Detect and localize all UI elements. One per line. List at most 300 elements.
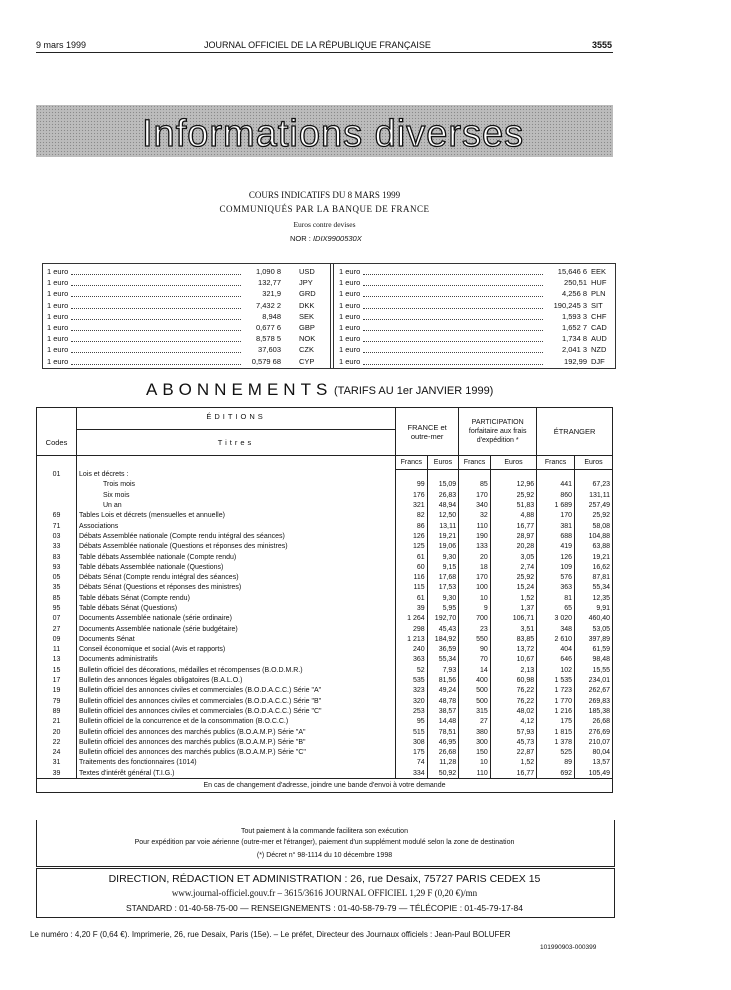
table-row — [37, 572, 613, 582]
row-price: 2,13 — [490, 665, 536, 675]
row-price: 116 — [396, 572, 428, 582]
euros-header: Euros — [575, 456, 613, 470]
row-price: 210,07 — [575, 737, 613, 747]
row-price: 321 — [396, 500, 428, 510]
row-price: 363 — [537, 583, 575, 593]
row-title: Débats Assemblée nationale (Questions et réponses des ministres) — [77, 542, 396, 552]
rate-value: 8,948 — [262, 311, 281, 321]
banner-title: Informations diverses — [142, 113, 525, 155]
row-price: 61,59 — [575, 645, 613, 655]
rate-value: 8,578 5 — [255, 334, 281, 344]
table-row — [37, 768, 613, 778]
row-price: 25,92 — [490, 490, 536, 500]
row-title: Documents Assemblée nationale (série budgétaire) — [77, 624, 396, 634]
table-row — [37, 727, 613, 737]
rate-currency: CZK — [299, 345, 314, 355]
rate-currency: SIT — [591, 300, 603, 310]
row-price: 170 — [537, 511, 575, 521]
row-title: Bulletin officiel des annonces des marchés publics (B.O.A.M.P.) Série "B" — [77, 737, 396, 747]
row-price: 26,68 — [427, 748, 459, 758]
row-price: 67,23 — [575, 480, 613, 490]
row-title: Débats Sénat (Questions et réponses des ministres) — [77, 583, 396, 593]
nor-code: IDIX9900530X — [312, 234, 362, 243]
row-price: 102 — [537, 665, 575, 675]
footer-reference: 101990903-000399 — [540, 944, 597, 951]
row-price: 48,02 — [490, 706, 536, 716]
row-price: 700 — [459, 614, 491, 624]
row-price: 89 — [537, 758, 575, 768]
rate-value: 1,652 7 — [561, 322, 587, 332]
participation-header: PARTICIPATION forfaitaire aux frais d'expédition * — [459, 408, 537, 456]
header-page-number: 3555 — [592, 40, 613, 50]
row-price: 12,96 — [490, 480, 536, 490]
row-price: 1 213 — [396, 634, 428, 644]
row-title: Conseil économique et social (Avis et rapports) — [77, 645, 396, 655]
intro-line-2: COMMUNIQUÉS PAR LA BANQUE DE FRANCE — [219, 204, 430, 214]
row-price: 25,92 — [575, 511, 613, 521]
row-price: 27 — [459, 717, 491, 727]
editions-header: ÉDITIONS — [77, 408, 396, 430]
table-row — [37, 603, 613, 613]
rate-value: 0,579 68 — [251, 356, 281, 366]
row-price — [427, 470, 459, 480]
row-price: 170 — [459, 572, 491, 582]
row-price: 104,88 — [575, 531, 613, 541]
row-price: 175 — [396, 748, 428, 758]
table-row — [37, 490, 613, 500]
row-price: 5,95 — [427, 603, 459, 613]
row-price: 53,05 — [575, 624, 613, 634]
row-price: 45,43 — [427, 624, 459, 634]
row-price: 550 — [459, 634, 491, 644]
row-title: Bulletin officiel des annonces civiles et commerciales (B.O.D.A.C.C.) Série "A" — [77, 686, 396, 696]
row-code: 11 — [37, 645, 77, 655]
row-price: 234,01 — [575, 675, 613, 685]
row-title: Table débats Sénat (Questions) — [77, 603, 396, 613]
row-price: 192,70 — [427, 614, 459, 624]
subscription-table — [36, 407, 613, 793]
table-row — [37, 562, 613, 572]
row-price: 300 — [459, 737, 491, 747]
row-price: 184,92 — [427, 634, 459, 644]
row-price: 2,74 — [490, 562, 536, 572]
row-title: Table débats Assemblée nationale (Compte rendu) — [77, 552, 396, 562]
row-title: Trois mois — [77, 480, 396, 490]
row-price: 109 — [537, 562, 575, 572]
row-price: 50,92 — [427, 768, 459, 778]
row-title: Bulletin officiel des annonces des marchés publics (B.O.A.M.P.) Série "C" — [77, 748, 396, 758]
row-price: 131,11 — [575, 490, 613, 500]
table-row — [37, 511, 613, 521]
rate-value: 1,090 8 — [255, 267, 281, 276]
rate-value: 1,593 3 — [561, 311, 587, 321]
direction-box — [36, 868, 615, 918]
table-row — [37, 758, 613, 768]
row-price: 1 535 — [537, 675, 575, 685]
row-title: Associations — [77, 521, 396, 531]
rate-currency: DKK — [299, 300, 315, 310]
row-price — [537, 470, 575, 480]
row-price: 515 — [396, 727, 428, 737]
row-price: 692 — [537, 768, 575, 778]
row-price: 535 — [396, 675, 428, 685]
row-price: 61 — [396, 552, 428, 562]
row-price: 20 — [459, 552, 491, 562]
titres-header: Titres — [77, 430, 396, 456]
row-code: 15 — [37, 665, 77, 675]
row-code: 17 — [37, 675, 77, 685]
row-price: 1,52 — [490, 593, 536, 603]
row-price: 348 — [537, 624, 575, 634]
row-price: 125 — [396, 542, 428, 552]
intro-line-3: Euros contre devises — [293, 220, 356, 229]
euros-header: Euros — [490, 456, 536, 470]
row-code: 39 — [37, 768, 77, 778]
table-row — [37, 737, 613, 747]
row-price: 76,22 — [490, 686, 536, 696]
row-price: 4,88 — [490, 511, 536, 521]
abonnements-subtitle: (TARIFS AU 1er JANVIER 1999) — [334, 385, 494, 397]
france-header: FRANCE et outre-mer — [396, 408, 459, 456]
row-title: Bulletin officiel des annonces civiles et commerciales (B.O.D.A.C.C.) Série "C" — [77, 706, 396, 716]
row-code: 27 — [37, 624, 77, 634]
rate-value: 321,9 — [262, 289, 281, 299]
row-price: 76,22 — [490, 696, 536, 706]
row-price: 22,87 — [490, 748, 536, 758]
row-price: 1 815 — [537, 727, 575, 737]
rate-currency: JPY — [299, 278, 313, 288]
row-price: 99 — [396, 480, 428, 490]
row-price: 100 — [459, 583, 491, 593]
francs-header: Francs — [396, 456, 428, 470]
section-banner — [36, 105, 613, 157]
rate-value: 192,99 — [564, 356, 587, 366]
row-price: 576 — [537, 572, 575, 582]
row-price: 48,78 — [427, 696, 459, 706]
row-price: 176 — [396, 490, 428, 500]
row-price: 25,92 — [490, 572, 536, 582]
row-price: 4,12 — [490, 717, 536, 727]
row-title: Un an — [77, 500, 396, 510]
row-title: Table débats Sénat (Compte rendu) — [77, 593, 396, 603]
table-row — [37, 480, 613, 490]
row-price: 106,71 — [490, 614, 536, 624]
row-price — [490, 470, 536, 480]
row-price: 170 — [459, 490, 491, 500]
row-price: 90 — [459, 645, 491, 655]
row-price: 86 — [396, 521, 428, 531]
etranger-header: ÉTRANGER — [537, 408, 613, 456]
row-price: 9,91 — [575, 603, 613, 613]
row-code — [37, 480, 77, 490]
row-price: 26,83 — [427, 490, 459, 500]
row-price: 13,57 — [575, 758, 613, 768]
rate-currency: SEK — [299, 311, 315, 321]
row-code: 79 — [37, 696, 77, 706]
row-price: 39 — [396, 603, 428, 613]
row-price: 17,53 — [427, 583, 459, 593]
row-price: 16,77 — [490, 521, 536, 531]
row-price: 60,98 — [490, 675, 536, 685]
row-price: 190 — [459, 531, 491, 541]
telecopie-fax: TÉLÉCOPIE : 01-45-79-17-84 — [409, 903, 524, 913]
header-date: 9 mars 1999 — [36, 40, 87, 50]
row-price: 126 — [537, 552, 575, 562]
direction-web: www.journal-officiel.gouv.fr – 3615/3616 JOURNAL OFFICIEL 1,29 F (0,20 €)/mn — [171, 888, 478, 898]
row-price: 48,94 — [427, 500, 459, 510]
header-journal: JOURNAL OFFICIEL DE LA RÉPUBLIQUE FRANÇAISE — [204, 40, 431, 50]
row-price: 175 — [537, 717, 575, 727]
rates-left-column: 1 euro 1,090 8 USD 1 euro 132,77 JPY 1 euro 321,9 GRD 1 euro 7,432 2 DKK 1 euro 8,948 SEK 1 euro 0,677 6 GBP 1 euro 8,578 5 NOK 1 euro 37,603 CZK 1 euro 0,579 68 CYP — [47, 267, 316, 366]
table-row — [37, 614, 613, 624]
row-price: 52 — [396, 665, 428, 675]
footer-price-line: Le numéro : 4,20 F (0,64 €). Imprimerie, 26, rue Desaix, Paris (15e). – Le préfet, Directeur des Journaux officiels : Jean-Paul BOLUFER — [30, 930, 511, 939]
table-row — [37, 542, 613, 552]
direction-contacts: STANDARD : 01-40-58-75-00 — RENSEIGNEMENTS : 01-40-58-79-79 — TÉLÉCOPIE : 01-45-79-17-84 — [125, 903, 524, 913]
row-code: 95 — [37, 603, 77, 613]
row-price: 308 — [396, 737, 428, 747]
row-price: 150 — [459, 748, 491, 758]
row-price: 1 723 — [537, 686, 575, 696]
row-price: 276,69 — [575, 727, 613, 737]
row-price: 19,21 — [575, 552, 613, 562]
row-price: 441 — [537, 480, 575, 490]
row-price: 61 — [396, 593, 428, 603]
table-row — [37, 686, 613, 696]
row-price: 363 — [396, 655, 428, 665]
exchange-rates-box — [42, 263, 616, 369]
row-price: 9,30 — [427, 552, 459, 562]
euros-header: Euros — [427, 456, 459, 470]
row-price: 1,37 — [490, 603, 536, 613]
row-price: 12,50 — [427, 511, 459, 521]
table-row — [37, 470, 613, 480]
row-price: 60 — [396, 562, 428, 572]
row-price: 55,34 — [575, 583, 613, 593]
change-address-note: En cas de changement d'adresse, joindre une bande d'envoi à votre demande — [37, 778, 613, 792]
rate-currency: CAD — [591, 322, 607, 332]
table-row — [37, 675, 613, 685]
row-price: 55,34 — [427, 655, 459, 665]
francs-header: Francs — [459, 456, 491, 470]
row-price: 17,68 — [427, 572, 459, 582]
row-title: Traitements des fonctionnaires (1014) — [77, 758, 396, 768]
row-price: 63,88 — [575, 542, 613, 552]
subscription-rows — [37, 470, 613, 779]
row-price: 240 — [396, 645, 428, 655]
decree-note: (*) Décret n° 98-1114 du 10 décembre 1998 — [256, 852, 393, 859]
rate-currency: USD — [299, 267, 315, 276]
row-code: 07 — [37, 614, 77, 624]
row-code: 85 — [37, 593, 77, 603]
row-price: 262,67 — [575, 686, 613, 696]
row-price: 23 — [459, 624, 491, 634]
row-price: 257,49 — [575, 500, 613, 510]
row-price: 95 — [396, 717, 428, 727]
row-code: 89 — [37, 706, 77, 716]
row-price: 74 — [396, 758, 428, 768]
row-price: 12,35 — [575, 593, 613, 603]
row-price: 397,89 — [575, 634, 613, 644]
row-price: 126 — [396, 531, 428, 541]
table-row — [37, 531, 613, 541]
row-price: 340 — [459, 500, 491, 510]
row-price: 82 — [396, 511, 428, 521]
row-price: 10,67 — [490, 655, 536, 665]
row-price: 15,09 — [427, 480, 459, 490]
row-price: 13,11 — [427, 521, 459, 531]
table-row — [37, 655, 613, 665]
row-price: 9,30 — [427, 593, 459, 603]
table-row — [37, 583, 613, 593]
row-price: 81,56 — [427, 675, 459, 685]
row-price: 49,24 — [427, 686, 459, 696]
table-row — [37, 624, 613, 634]
table-row — [37, 552, 613, 562]
rate-currency: HUF — [591, 278, 607, 288]
notes-box — [36, 820, 615, 867]
row-code: 03 — [37, 531, 77, 541]
airmail-note: Pour expédition par voie aérienne (outre-mer et l'étranger), paiement d'un supplément modulé selon la zone de destination — [134, 839, 515, 846]
nor-reference — [290, 234, 362, 243]
rate-currency: GRD — [299, 289, 316, 299]
row-price: 380 — [459, 727, 491, 737]
row-title: Documents Sénat — [77, 634, 396, 644]
row-code: 09 — [37, 634, 77, 644]
standard-phone: STANDARD : 01-40-58-75-00 — [125, 903, 238, 913]
renseignements-phone: RENSEIGNEMENTS : 01-40-58-79-79 — [251, 903, 397, 913]
table-row — [37, 717, 613, 727]
row-price: 253 — [396, 706, 428, 716]
row-price: 32 — [459, 511, 491, 521]
row-code: 20 — [37, 727, 77, 737]
row-price: 18 — [459, 562, 491, 572]
nor-label: NOR : — [290, 234, 311, 243]
row-price: 65 — [537, 603, 575, 613]
row-price: 1 378 — [537, 737, 575, 747]
rate-currency: CHF — [591, 311, 607, 321]
row-price: 105,49 — [575, 768, 613, 778]
row-price: 83,85 — [490, 634, 536, 644]
row-title: Bulletin des annonces légales obligatoires (B.A.L.O.) — [77, 675, 396, 685]
row-code: 22 — [37, 737, 77, 747]
row-price: 16,62 — [575, 562, 613, 572]
row-code: 83 — [37, 552, 77, 562]
row-title: Bulletin officiel des annonces des marchés publics (B.O.A.M.P.) Série "A" — [77, 727, 396, 737]
direction-address: DIRECTION, RÉDACTION ET ADMINISTRATION : 26, rue Desaix, 75727 PARIS CEDEX 15 — [108, 873, 541, 885]
row-price: 334 — [396, 768, 428, 778]
row-price: 14 — [459, 665, 491, 675]
row-price: 70 — [459, 655, 491, 665]
intro-line-1: COURS INDICATIFS DU 8 MARS 1999 — [248, 190, 401, 200]
row-price: 58,08 — [575, 521, 613, 531]
row-price: 28,97 — [490, 531, 536, 541]
rate-currency: DJF — [591, 356, 605, 366]
row-title: Textes d'intérêt général (T.I.G.) — [77, 768, 396, 778]
row-code: 71 — [37, 521, 77, 531]
row-price: 98,48 — [575, 655, 613, 665]
row-price — [459, 470, 491, 480]
row-price: 320 — [396, 696, 428, 706]
row-price: 185,38 — [575, 706, 613, 716]
rate-currency: EEK — [591, 267, 607, 276]
row-price: 315 — [459, 706, 491, 716]
rate-value: 2,041 3 — [561, 345, 587, 355]
rate-currency: NOK — [299, 334, 316, 344]
row-price: 15,55 — [575, 665, 613, 675]
row-price: 7,93 — [427, 665, 459, 675]
rate-currency: CYP — [299, 356, 315, 366]
row-price: 1 770 — [537, 696, 575, 706]
row-price: 110 — [459, 768, 491, 778]
row-title: Documents administratifs — [77, 655, 396, 665]
rates-right-column: 1 euro 15,646 6 EEK 1 euro 250,51 HUF 1 euro 4,256 8 PLN 1 euro 190,245 3 SIT 1 euro 1,593 3 CHF 1 euro 1,652 7 CAD 1 euro 1,734 8 AUD 1 euro 2,041 3 NZD 1 euro 192,99 DJF — [339, 267, 607, 366]
rate-value: 7,432 2 — [255, 300, 281, 310]
rate-value: 15,646 6 — [557, 267, 587, 276]
row-price: 14,48 — [427, 717, 459, 727]
row-code: 19 — [37, 686, 77, 696]
row-price: 860 — [537, 490, 575, 500]
row-code — [37, 500, 77, 510]
row-price: 115 — [396, 583, 428, 593]
row-price: 10 — [459, 593, 491, 603]
row-title: Table débats Assemblée nationale (Questions) — [77, 562, 396, 572]
row-price: 51,83 — [490, 500, 536, 510]
row-price: 9 — [459, 603, 491, 613]
table-row — [37, 521, 613, 531]
row-price: 85 — [459, 480, 491, 490]
row-title: Six mois — [77, 490, 396, 500]
row-title: Lois et décrets : — [77, 470, 396, 480]
row-title: Bulletin officiel des décorations, médailles et récompenses (B.O.D.M.R.) — [77, 665, 396, 675]
row-code: 01 — [37, 470, 77, 480]
rate-value: 4,256 8 — [561, 289, 587, 299]
row-title: Documents Assemblée nationale (série ordinaire) — [77, 614, 396, 624]
rate-currency: GBP — [299, 322, 315, 332]
row-price: 78,51 — [427, 727, 459, 737]
row-price: 460,40 — [575, 614, 613, 624]
row-code: 35 — [37, 583, 77, 593]
row-price: 9,15 — [427, 562, 459, 572]
rate-value: 190,245 3 — [553, 300, 587, 310]
row-title: Bulletin officiel des annonces civiles et commerciales (B.O.D.A.C.C.) Série "B" — [77, 696, 396, 706]
row-price: 81 — [537, 593, 575, 603]
rate-currency: PLN — [591, 289, 606, 299]
row-price: 2 610 — [537, 634, 575, 644]
header-rule — [36, 52, 613, 53]
row-price: 13,72 — [490, 645, 536, 655]
row-price: 10 — [459, 758, 491, 768]
row-price: 646 — [537, 655, 575, 665]
row-code: 69 — [37, 511, 77, 521]
payment-note: Tout paiement à la commande facilitera son exécution — [241, 828, 408, 835]
abonnements-title: ABONNEMENTS — [146, 380, 333, 399]
row-price: 38,57 — [427, 706, 459, 716]
row-price: 45,73 — [490, 737, 536, 747]
row-code: 21 — [37, 717, 77, 727]
row-price: 133 — [459, 542, 491, 552]
row-code: 33 — [37, 542, 77, 552]
row-price: 46,95 — [427, 737, 459, 747]
row-price: 404 — [537, 645, 575, 655]
row-price: 1 216 — [537, 706, 575, 716]
francs-header: Francs — [537, 456, 575, 470]
rate-value: 250,51 — [564, 278, 587, 288]
row-code: 24 — [37, 748, 77, 758]
row-title: Bulletin officiel de la concurrence et de la consommation (B.O.C.C.) — [77, 717, 396, 727]
table-row — [37, 634, 613, 644]
row-title: Tables Lois et décrets (mensuelles et annuelle) — [77, 511, 396, 521]
